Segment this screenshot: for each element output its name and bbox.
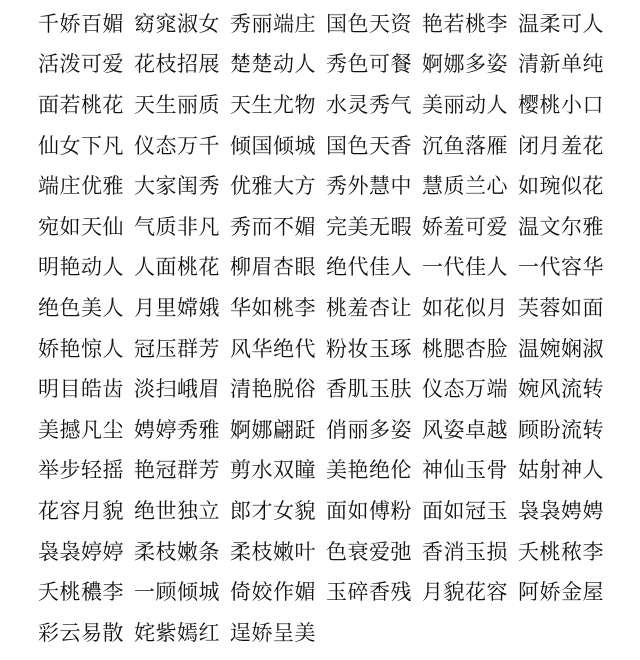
phrase-item: 桃羞杏让	[326, 295, 412, 320]
phrase-item: 国色天香	[326, 133, 412, 158]
phrase-item: 面若桃花	[38, 92, 124, 117]
phrase-item: 逞娇呈美	[230, 620, 316, 645]
phrase-item: 月貌花容	[422, 580, 508, 605]
phrase-item: 俏丽多姿	[326, 417, 412, 442]
phrase-item: 一代容华	[518, 255, 604, 280]
phrase-item: 秀丽端庄	[230, 11, 316, 36]
phrase-item: 婀娜翩跹	[230, 417, 316, 442]
phrase-item: 千娇百媚	[38, 11, 124, 36]
phrase-item: 顾盼流转	[518, 417, 604, 442]
phrase-item: 美艳绝伦	[326, 458, 412, 483]
phrase-item: 郎才女貌	[230, 498, 316, 523]
phrase-grid	[38, 4, 638, 654]
phrase-item: 姹紫嫣红	[134, 620, 220, 645]
phrase-item: 仪态万千	[134, 133, 220, 158]
phrase-item: 国色天资	[326, 11, 412, 36]
phrase-item: 明目皓齿	[38, 377, 124, 402]
phrase-item: 美撼凡尘	[38, 417, 124, 442]
phrase-item: 彩云易散	[38, 620, 124, 645]
phrase-item: 柔枝嫩叶	[230, 539, 316, 564]
phrase-item: 风姿卓越	[422, 417, 508, 442]
phrase-item: 完美无暇	[326, 214, 412, 239]
phrase-item: 美丽动人	[422, 92, 508, 117]
phrase-item: 华如桃李	[230, 295, 316, 320]
phrase-item: 香肌玉肤	[326, 377, 412, 402]
phrase-item: 活泼可爱	[38, 52, 124, 77]
phrase-item: 端庄优雅	[38, 174, 124, 199]
phrase-item: 夭桃秾李	[518, 539, 604, 564]
phrase-item: 樱桃小口	[518, 92, 604, 117]
phrase-item: 人面桃花	[134, 255, 220, 280]
phrase-item: 艳若桃李	[422, 11, 508, 36]
phrase-item: 天生尤物	[230, 92, 316, 117]
phrase-item: 香消玉损	[422, 539, 508, 564]
phrase-item: 柔枝嫩条	[134, 539, 220, 564]
phrase-item: 婉风流转	[518, 377, 604, 402]
phrase-item: 花枝招展	[134, 52, 220, 77]
phrase-item: 一顾倾城	[134, 580, 220, 605]
phrase-item: 色衰爱弛	[326, 539, 412, 564]
phrase-item: 明艳动人	[38, 255, 124, 280]
phrase-item: 大家闺秀	[134, 174, 220, 199]
phrase-item: 楚楚动人	[230, 52, 316, 77]
phrase-item: 如琬似花	[518, 174, 604, 199]
phrase-item: 绝色美人	[38, 295, 124, 320]
phrase-item: 艳冠群芳	[134, 458, 220, 483]
phrase-item: 清新单纯	[518, 52, 604, 77]
phrase-item: 袅袅娉娉	[518, 498, 604, 523]
phrase-item: 优雅大方	[230, 174, 316, 199]
phrase-item: 水灵秀气	[326, 92, 412, 117]
phrase-item: 秀而不媚	[230, 214, 316, 239]
phrase-item: 温婉娴淑	[518, 336, 604, 361]
phrase-item: 倚姣作媚	[230, 580, 316, 605]
phrase-item: 宛如天仙	[38, 214, 124, 239]
phrase-item: 剪水双瞳	[230, 458, 316, 483]
phrase-item: 举步轻摇	[38, 458, 124, 483]
phrase-item: 清艳脱俗	[230, 377, 316, 402]
phrase-item: 绝代佳人	[326, 255, 412, 280]
phrase-item: 闭月羞花	[518, 133, 604, 158]
phrase-item: 面如冠玉	[422, 498, 508, 523]
phrase-item: 慧质兰心	[422, 174, 508, 199]
phrase-item: 月里嫦娥	[134, 295, 220, 320]
phrase-item: 气质非凡	[134, 214, 220, 239]
phrase-item: 温文尔雅	[518, 214, 604, 239]
phrase-item: 粉妆玉琢	[326, 336, 412, 361]
phrase-item: 仪态万端	[422, 377, 508, 402]
phrase-item: 花容月貌	[38, 498, 124, 523]
phrase-item: 面如傅粉	[326, 498, 412, 523]
phrase-item: 婀娜多姿	[422, 52, 508, 77]
phrase-item: 风华绝代	[230, 336, 316, 361]
phrase-item: 夭桃穠李	[38, 580, 124, 605]
phrase-item: 桃腮杏脸	[422, 336, 508, 361]
phrase-item: 温柔可人	[518, 11, 604, 36]
phrase-item: 倾国倾城	[230, 133, 316, 158]
phrase-item: 神仙玉骨	[422, 458, 508, 483]
phrase-item: 天生丽质	[134, 92, 220, 117]
phrase-item: 芙蓉如面	[518, 295, 604, 320]
phrase-item: 娇艳惊人	[38, 336, 124, 361]
phrase-item: 娇羞可爱	[422, 214, 508, 239]
phrase-item: 绝世独立	[134, 498, 220, 523]
phrase-item: 娉婷秀雅	[134, 417, 220, 442]
phrase-item: 窈窕淑女	[134, 11, 220, 36]
phrase-item: 如花似月	[422, 295, 508, 320]
phrase-item: 玉碎香残	[326, 580, 412, 605]
phrase-item: 仙女下凡	[38, 133, 124, 158]
phrase-item: 袅袅婷婷	[38, 539, 124, 564]
phrase-item: 秀色可餐	[326, 52, 412, 77]
phrase-item: 沉鱼落雁	[422, 133, 508, 158]
phrase-item: 柳眉杏眼	[230, 255, 316, 280]
phrase-item: 淡扫峨眉	[134, 377, 220, 402]
phrase-item: 姑射神人	[518, 458, 604, 483]
phrase-item: 冠压群芳	[134, 336, 220, 361]
phrase-item: 秀外慧中	[326, 174, 412, 199]
phrase-item: 一代佳人	[422, 255, 508, 280]
phrase-item: 阿娇金屋	[518, 580, 604, 605]
